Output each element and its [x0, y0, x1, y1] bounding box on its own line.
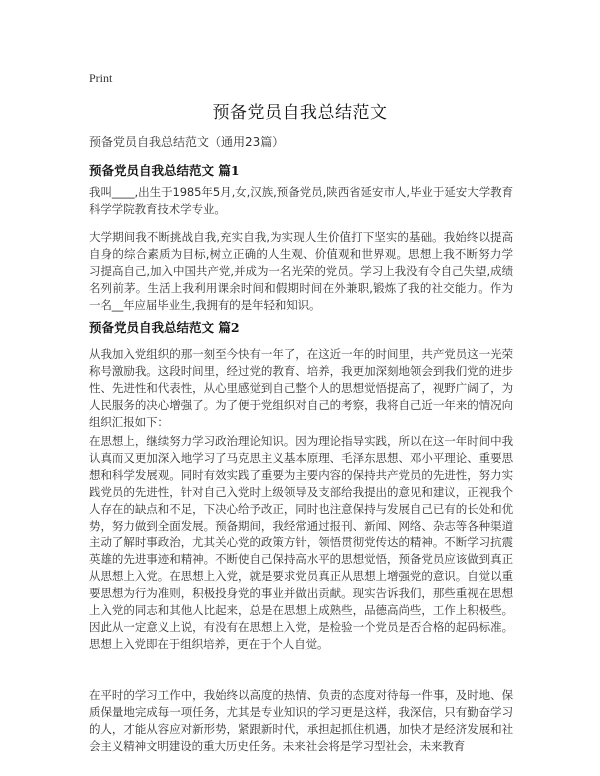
paragraph: 大学期间我不断挑战自我,充实自我,为实现人生价值打下坚实的基础。我始终以提高自身的综合素质为目标,树立正确的人生观、价值观和世界观。思想上我不断努力学习提高自己,加入中国共产党,并成为一名光荣的党员。学习上我没有令自己失望,成绩名列前茅。生活上我利用课余时间和假期时间在外兼职,锻炼了我的社交能力。作为一名__年应届毕业生,我拥有的是年轻和知识。	[89, 230, 513, 312]
paragraph: 我叫____,出生于1985年5月,女,汉族,预备党员,陕西省延安市人,毕业于延安大学教育科学学院教育技术学专业。	[89, 185, 513, 216]
paragraph: 从我加入党组织的那一刻至今快有一年了，在这近一年的时间里，共产党员这一光荣称号激励我。这段时间里，经过党的教育、培养，我更加深刻地领会到我们党的进步性、先进性和代表性，从心里感觉到自己整个人的思想觉悟提高了，视野广阔了，为人民服务的决心增强了。为了便于党组织对自己的考察，我将自己近一年来的情况向组织汇报如下：	[89, 347, 513, 429]
section-heading-1: 预备党员自我总结范文 篇1	[89, 163, 240, 178]
paragraph: 在思想上，继续努力学习政治理论知识。因为理论指导实践，所以在这一年时间中我认真而又更加深入地学习了马克思主义基本原理、毛泽东思想、邓小平理论、重要思想和科学发展观。同时有效实践了重要为主要内容的保持共产党员的先进性，努力实践党员的先进性，针对自己入党时上级领导及支部给我提出的意见和建议，正视我个人存在的缺点和不足，下决心给予改正，同时也注意保持与发展自己已有的长处和优势，努力做到全面发展。预备期间，我经常通过报刊、新闻、网络、杂志等各种渠道主动了解时事政治，尤其关心党的政策方针，领悟贯彻党传达的精神。不断学习抗震英雄的先进事迹和精神。不断使自己保持高水平的思想觉悟，预备党员应该做到真正从思想上入党。在思想上入党，就是要求党员真正从思想上增强党的意识。自觉以重要思想为行为准则，积极投身党的事业并做出贡献。现实告诉我们，那些重视在思想上入党的同志和其他人比起来，总是在思想上成熟些，品德高尚些，工作上积极些。因此从一定意义上说，有没有在思想上入党，是检验一个党员是否合格的起码标准。思想上入党即在于组织培养，更在于个人自觉。	[89, 434, 513, 651]
paragraph: 在平时的学习工作中，我始终以高度的热情、负责的态度对待每一件事，及时地、保质保量地完成每一项任务，尤其是专业知识的学习更是这样，我深信，只有勤奋学习的人，才能从容应对新形势，紧跟新时代，承担起抓住机遇，加快才是经济发展和社会主义精神文明建设的重大历史任务。未来社会将是学习型社会，未来教育	[89, 688, 513, 753]
document-title: 预备党员自我总结范文	[212, 103, 388, 123]
section-heading-2: 预备党员自我总结范文 篇2	[89, 320, 240, 335]
print-label[interactable]: Print	[89, 71, 113, 85]
document-subtitle: 预备党员自我总结范文（通用23篇）	[89, 135, 285, 149]
